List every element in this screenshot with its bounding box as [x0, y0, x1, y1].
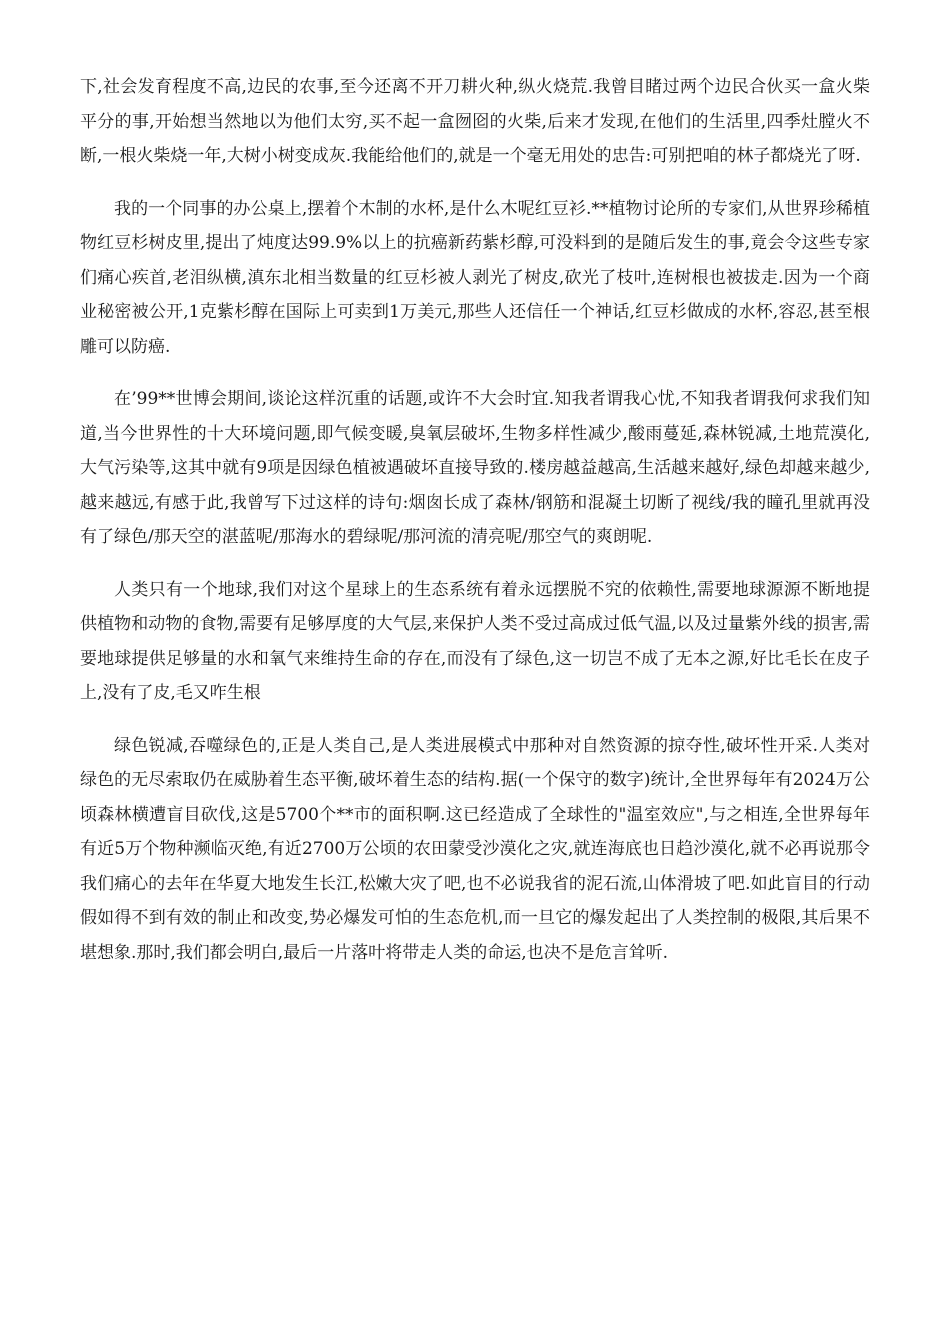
paragraph-1: 下,社会发育程度不高,边民的农事,至今还离不开刀耕火种,纵火烧荒.我曾目睹过两个边民合伙买一盒火柴平分的事,开始想当然地以为他们太穷,买不起一盒囫囵的火柴,后来才发现,在他们的生活里,四季灶膛火不断,一根火柴烧一年,大树小树变成灰.我能给他们的,就是一个毫无用处的忠告:可别把咱的林子都烧光了呀. — [80, 77, 870, 166]
paragraph-4: 人类只有一个地球,我们对这个星球上的生态系统有着永远摆脱不究的依赖性,需要地球源源不断地提供植物和动物的食物,需要有足够厚度的大气层,来保护人类不受过高成过低气温,以及过量紫外线的损害,需要地球提供足够量的水和氧气来维持生命的存在,而没有了绿色,这一切岂不成了无本之源,好比毛长在皮子上,没有了皮,毛又咋生根 — [80, 579, 870, 703]
paragraph-5: 绿色锐减,吞噬绿色的,正是人类自己,是人类进展模式中那种对自然资源的掠夺性,破坏性开采.人类对绿色的无尽索取仍在威胁着生态平衡,破坏着生态的结构.据(一个保守的数字)统计,全世界每年有2024万公顷森林横遭盲目砍伐,这是5700个**市的面积啊.这已经造成了全球性的"温室效应",与之相连,全世界每年有近5万个物种濒临灭绝,有近2700万公顷的农田蒙受沙漠化之灾,就连海底也日趋沙漠化,就不必再说那令我们痛心的去年在华夏大地发生长江,松嫩大灾了吧,也不必说我省的泥石流,山体滑坡了吧.如此盲目的行动假如得不到有效的制止和改变,势必爆发可怕的生态危机,而一旦它的爆发起出了人类控制的极限,其后果不堪想象.那时,我们都会明白,最后一片落叶将带走人类的命运,也决不是危言耸听. — [80, 735, 870, 963]
paragraph-2: 我的一个同事的办公桌上,摆着个木制的水杯,是什么木呢红豆衫.**植物讨论所的专家们,从世界珍稀植物红豆杉树皮里,提出了炖度达99.9%以上的抗癌新药紫杉醇,可没料到的是随后发生的事,竟会令这些专家们痛心疾首,老泪纵横,滇东北相当数量的红豆杉被人剥光了树皮,砍光了枝叶,连树根也被拔走.因为一个商业秘密被公开,1克紫杉醇在国际上可卖到1万美元,那些人还信任一个神话,红豆杉做成的水杯,容忍,甚至根雕可以防癌. — [80, 198, 870, 357]
document-page — [80, 70, 870, 988]
paragraph-3: 在’99**世博会期间,谈论这样沉重的话题,或许不大会时宜.知我者谓我心忧,不知我者谓我何求我们知道,当今世界性的十大环境问题,即气候变暖,臭氧层破坏,生物多样性减少,酸雨蔓延,森林锐减,土地荒漠化,大气污染等,这其中就有9项是因绿色植被遇破坏直接导致的.楼房越益越高,生活越来越好,绿色却越来越少,越来越远,有感于此,我曾写下过这样的诗句:烟囱长成了森林/钢筋和混凝土切断了视线/我的瞳孔里就再没有了绿色/那天空的湛蓝呢/那海水的碧绿呢/那河流的清亮呢/那空气的爽朗呢. — [80, 389, 870, 547]
